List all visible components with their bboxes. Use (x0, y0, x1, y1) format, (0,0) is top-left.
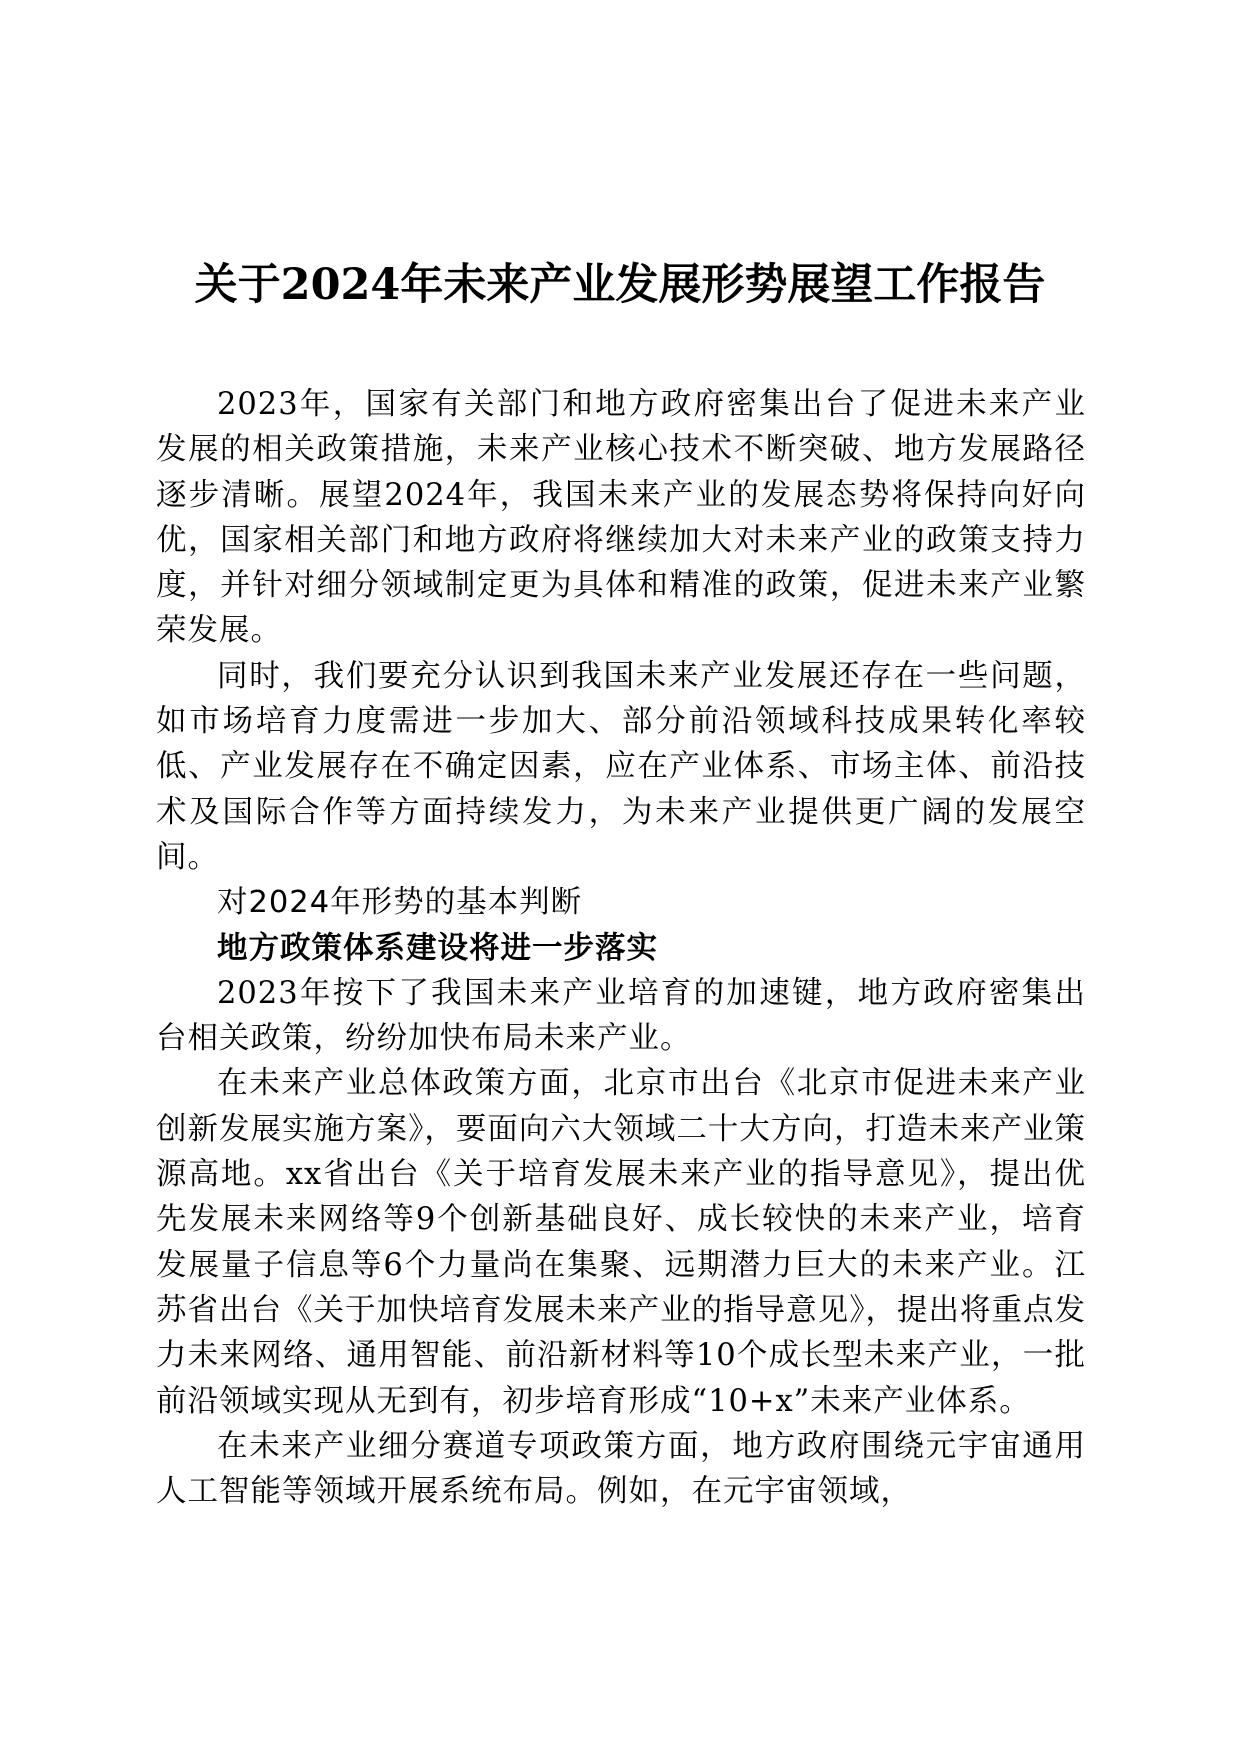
paragraph-special-policy: 在未来产业细分赛道专项政策方面，地方政府围绕元宇宙通用人工智能等领域开展系统布局。例如，在元宇宙领域， (156, 1428, 1086, 1510)
paragraph-policy-acceleration: 2023年按下了我国未来产业培育的加速键，地方政府密集出台相关政策，纷纷加快布局未来产业。 (156, 975, 1086, 1057)
document-body (156, 382, 1086, 1514)
section-heading: 对2024年形势的基本判断 (217, 885, 583, 921)
document-title: 关于2024年未来产业发展形势展望工作报告 (194, 260, 1046, 310)
paragraph-overall-policy: 在未来产业总体政策方面，北京市出台《北京市促进未来产业创新发展实施方案》，要面向六大领域二十大方向，打造未来产业策源高地。xx省出台《关于培育发展未来产业的指导意见》，提出优先发展未来网络等9个创新基础良好、成长较快的未来产业，培育发展量子信息等6个力量尚在集聚、远期潜力巨大的未来产业。江苏省出台《关于加快培育发展未来产业的指导意见》，提出将重点发力未来网络、通用智能、前沿新材料等10个成长型未来产业，一批前沿领域实现从无到有，初步培育形成“10+x”未来产业体系。 (156, 1066, 1086, 1419)
subsection-heading: 地方政策体系建设将进一步落实 (217, 929, 658, 966)
paragraph-intro: 2023年，国家有关部门和地方政府密集出台了促进未来产业发展的相关政策措施，未来产业核心技术不断突破、地方发展路径逐步清晰。展望2024年，我国未来产业的发展态势将保持向好向优，国家相关部门和地方政府将继续加大对未来产业的政策支持力度，并针对细分领域制定更为具体和精准的政策，促进未来产业繁荣发展。 (156, 387, 1086, 649)
paragraph-problems: 同时，我们要充分认识到我国未来产业发展还存在一些问题，如市场培育力度需进一步加大、部分前沿领域科技成果转化率较低、产业发展存在不确定因素，应在产业体系、市场主体、前沿技术及国际合作等方面持续发力，为未来产业提供更广阔的发展空间。 (156, 658, 1086, 875)
